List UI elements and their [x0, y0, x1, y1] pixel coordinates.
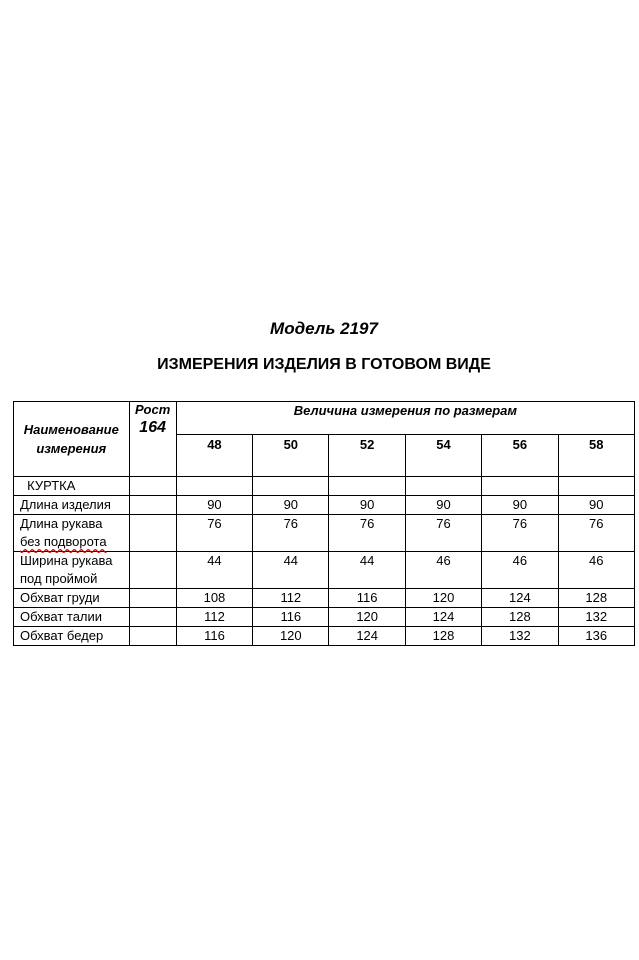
- row-label: [14, 589, 130, 608]
- model-title: Модель 2197: [270, 319, 378, 338]
- value-cell: 132: [558, 608, 634, 627]
- value-cell: 90: [558, 496, 634, 515]
- value-cell: 112: [176, 608, 252, 627]
- value-cell: 46: [482, 552, 558, 589]
- size-header: 54: [405, 435, 481, 477]
- row-label-line: Обхват груди: [20, 590, 100, 605]
- table-row: [14, 515, 635, 552]
- measurements-table: [13, 401, 635, 646]
- value-cell: 76: [482, 515, 558, 552]
- row-label-line: Ширина рукава: [20, 553, 113, 568]
- value-cell: 120: [253, 627, 329, 646]
- value-cell: 124: [482, 589, 558, 608]
- empty-cell: [176, 477, 252, 496]
- value-cell: 128: [558, 589, 634, 608]
- spellcheck-underlined-text: без подворота: [20, 534, 107, 549]
- value-cell: 124: [405, 608, 481, 627]
- value-cell: 116: [176, 627, 252, 646]
- size-header: 50: [253, 435, 329, 477]
- value-cell: 112: [253, 589, 329, 608]
- value-cell: 90: [329, 496, 405, 515]
- value-cell: 136: [558, 627, 634, 646]
- empty-cell: [405, 477, 481, 496]
- size-header: 52: [329, 435, 405, 477]
- value-cell: 46: [405, 552, 481, 589]
- table-row: [14, 552, 635, 589]
- row-label-line: Длина изделия: [20, 497, 111, 512]
- row-label: [14, 552, 130, 589]
- section-label: КУРТКА: [14, 477, 130, 496]
- rost-value: 164: [139, 419, 166, 436]
- value-cell: 90: [482, 496, 558, 515]
- empty-cell: [129, 477, 176, 496]
- size-header: 48: [176, 435, 252, 477]
- value-cell: 124: [329, 627, 405, 646]
- row-label-line: Обхват бедер: [20, 628, 104, 643]
- rost-cell: [129, 608, 176, 627]
- size-group-header: Величина измерения по размерам: [176, 402, 634, 435]
- rost-cell: [129, 627, 176, 646]
- rost-cell: [129, 515, 176, 552]
- size-header: 58: [558, 435, 634, 477]
- empty-cell: [558, 477, 634, 496]
- table-row: [14, 589, 635, 608]
- document-title: ИЗМЕРЕНИЯ ИЗДЕЛИЯ В ГОТОВОМ ВИДЕ: [157, 356, 491, 373]
- row-label-line: [20, 533, 129, 551]
- size-header: 56: [482, 435, 558, 477]
- value-cell: 76: [329, 515, 405, 552]
- row-label-line: Длина рукава: [20, 516, 103, 531]
- table-row: [14, 608, 635, 627]
- rost-cell: [129, 589, 176, 608]
- rost-column-header: [129, 402, 176, 477]
- value-cell: 44: [329, 552, 405, 589]
- rost-cell: [129, 552, 176, 589]
- row-label: [14, 515, 130, 552]
- row-label: [14, 608, 130, 627]
- value-cell: 76: [253, 515, 329, 552]
- section-row: [14, 477, 635, 496]
- row-label: [14, 496, 130, 515]
- table-row: [14, 627, 635, 646]
- value-cell: 132: [482, 627, 558, 646]
- value-cell: 116: [329, 589, 405, 608]
- value-cell: 90: [253, 496, 329, 515]
- value-cell: 44: [176, 552, 252, 589]
- value-cell: 90: [405, 496, 481, 515]
- rost-label: Рост: [135, 402, 171, 417]
- value-cell: 116: [253, 608, 329, 627]
- rost-cell: [129, 496, 176, 515]
- header-row-1: [14, 402, 635, 435]
- value-cell: 108: [176, 589, 252, 608]
- value-cell: 90: [176, 496, 252, 515]
- value-cell: 44: [253, 552, 329, 589]
- row-label: [14, 627, 130, 646]
- value-cell: 120: [329, 608, 405, 627]
- value-cell: 128: [482, 608, 558, 627]
- empty-cell: [253, 477, 329, 496]
- row-label-line: Обхват талии: [20, 609, 103, 624]
- value-cell: 76: [405, 515, 481, 552]
- value-cell: 46: [558, 552, 634, 589]
- value-cell: 76: [558, 515, 634, 552]
- empty-cell: [482, 477, 558, 496]
- table-row: [14, 496, 635, 515]
- value-cell: 128: [405, 627, 481, 646]
- value-cell: 120: [405, 589, 481, 608]
- value-cell: 76: [176, 515, 252, 552]
- name-column-header: Наименование измерения: [14, 402, 130, 477]
- empty-cell: [329, 477, 405, 496]
- row-label-line: под проймой: [20, 571, 98, 586]
